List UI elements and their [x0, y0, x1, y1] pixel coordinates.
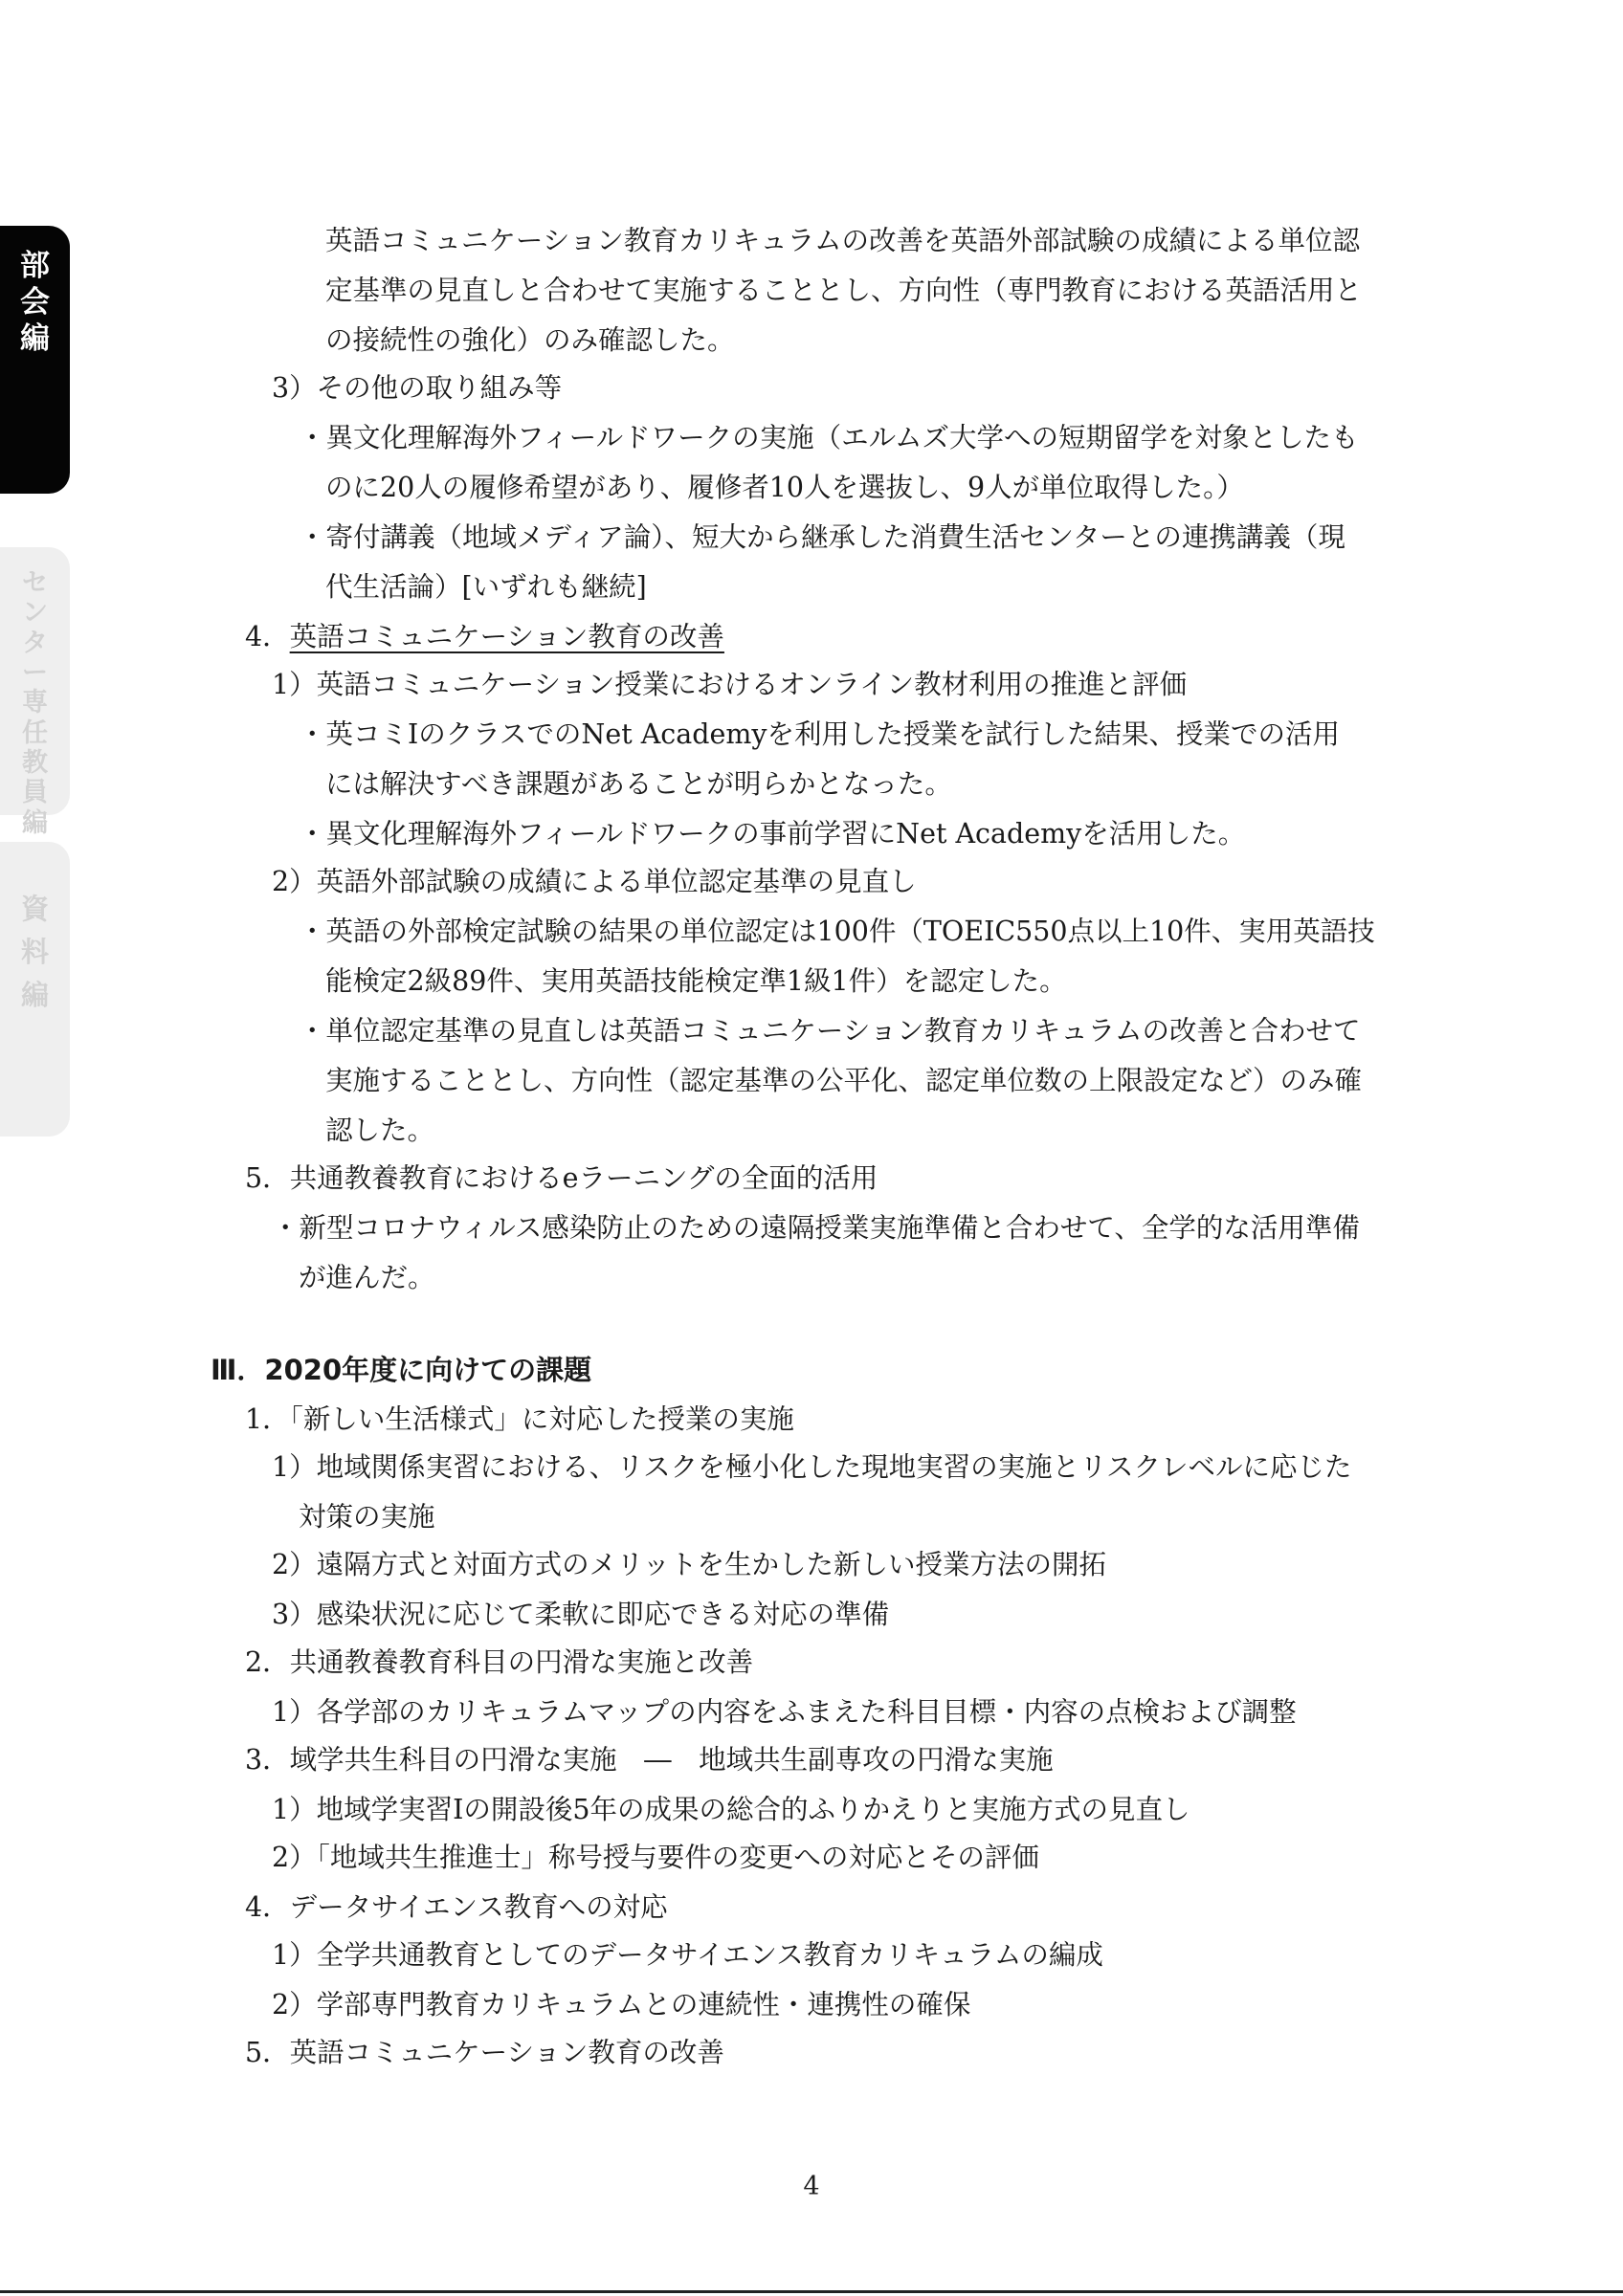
side-tab-char: 部	[20, 249, 50, 283]
side-tab-bukai[interactable]	[0, 226, 70, 494]
list-number: 4．	[245, 621, 290, 652]
text-line: 3）感染状況に応じて柔軟に即応できる対応の準備	[272, 1599, 890, 1630]
side-tab-char: 専	[22, 688, 48, 718]
text-line: 1）地域学実習Ⅰの開設後5年の成果の総合的ふりかえりと実施方式の見直し	[272, 1794, 1190, 1825]
text-line: 5．英語コミュニケーション教育の改善	[245, 2037, 724, 2068]
side-tab-char: 料	[20, 935, 49, 968]
text-line: 2．共通教養教育科目の円滑な実施と改善	[245, 1646, 754, 1678]
side-tab-char: 教	[22, 747, 48, 778]
text-line: ・異文化理解海外フィールドワークの事前学習にNet Academyを活用した。	[299, 818, 1246, 850]
text-line: 能検定2級89件、実用英語技能検定準1級1件）を認定した。	[325, 965, 1067, 997]
section-heading: Ⅲ．2020年度に向けての課題	[211, 1354, 592, 1386]
text-line: 1）各学部のカリキュラムマップの内容をふまえた科目目標・内容の点検および調整	[272, 1696, 1297, 1728]
side-tab-char: 編	[20, 320, 50, 356]
side-tab-shiryo[interactable]	[0, 842, 70, 1137]
text-line: 4．データサイエンス教育への対応	[245, 1891, 668, 1923]
text-line: 1）全学共通教育としてのデータサイエンス教育カリキュラムの編成	[272, 1939, 1103, 1971]
text-line: 実施することとし、方向性（認定基準の公平化、認定単位数の上限設定など）のみ確	[325, 1065, 1363, 1096]
text-line: 2）遠隔方式と対面方式のメリットを生かした新しい授業方法の開拓	[272, 1549, 1106, 1580]
text-line: 認した。	[325, 1115, 435, 1146]
side-tab-char: タ	[22, 628, 48, 658]
text-line: 1）地域関係実習における、リスクを極小化した現地実習の実施とリスクレベルに応じた	[272, 1451, 1352, 1483]
side-tab-char: セ	[22, 568, 48, 598]
side-tab-char: 編	[20, 978, 49, 1011]
text-line: の接続性の強化）のみ確認した。	[325, 324, 735, 356]
text-line: 3．域学共生科目の円滑な実施 ― 地域共生副専攻の円滑な実施	[245, 1744, 1054, 1776]
text-line: 1）英語コミュニケーション授業におけるオンライン教材利用の推進と評価	[272, 669, 1188, 700]
text-line: 2）「地域共生推進士」称号授与要件の変更への対応とその評価	[272, 1842, 1039, 1873]
underlined-title: 英語コミュニケーション教育の改善	[289, 621, 724, 652]
text-line: 2）英語外部試験の成績による単位認定基準の見直し	[272, 866, 917, 897]
page-number: 4	[803, 2172, 820, 2201]
text-line: ・英語の外部検定試験の結果の単位認定は100件（TOEIC550点以上10件、実用英語技	[299, 916, 1375, 947]
text-line: ・単位認定基準の見直しは英語コミュニケーション教育カリキュラムの改善と合わせて	[299, 1015, 1361, 1047]
text-line: 1．「新しい生活様式」に対応した授業の実施	[245, 1403, 794, 1435]
text-line: が進んだ。	[299, 1262, 435, 1293]
side-tab-char: 編	[22, 807, 48, 838]
bottom-rule	[0, 2290, 1623, 2293]
side-tab-center-faculty[interactable]	[0, 547, 70, 838]
side-tab-char: ー	[22, 657, 48, 688]
side-tab-char: 資	[20, 893, 49, 925]
text-line: ・新型コロナウィルス感染防止のための遠隔授業実施準備と合わせて、全学的な活用準備	[272, 1212, 1360, 1244]
text-line: 定基準の見直しと合わせて実施することとし、方向性（専門教育における英語活用と	[325, 275, 1363, 306]
text-line: 5．共通教養教育におけるeラーニングの全面的活用	[245, 1162, 878, 1194]
side-tab-char: ン	[22, 598, 48, 629]
text-line: 対策の実施	[299, 1501, 435, 1533]
text-line: には解決すべき課題があることが明らかとなった。	[325, 768, 952, 800]
text-line: ・英コミⅠのクラスでのNet Academyを利用した授業を試行した結果、授業での活用	[299, 718, 1340, 750]
text-line: ・異文化理解海外フィールドワークの実施（エルムズ大学への短期留学を対象としたも	[299, 422, 1359, 453]
side-tab-char: 会	[20, 284, 50, 320]
text-line: 英語コミュニケーション教育カリキュラムの改善を英語外部試験の成績による単位認	[325, 225, 1361, 256]
text-line: 3）その他の取り組み等	[272, 372, 563, 404]
text-line: 代生活論）[いずれも継続]	[325, 571, 647, 603]
side-tab-char: 員	[22, 778, 48, 808]
text-line: のに20人の履修希望があり、履修者10人を選抜し、9人が単位取得した。）	[325, 472, 1244, 503]
text-line: ・寄付講義（地域メディア論）、短大から継承した消費生活センターとの連携講義（現	[299, 521, 1345, 553]
side-tab-char: 任	[22, 718, 48, 748]
text-line: 2）学部専門教育カリキュラムとの連続性・連携性の確保	[272, 1989, 971, 2020]
text-line	[245, 612, 724, 662]
